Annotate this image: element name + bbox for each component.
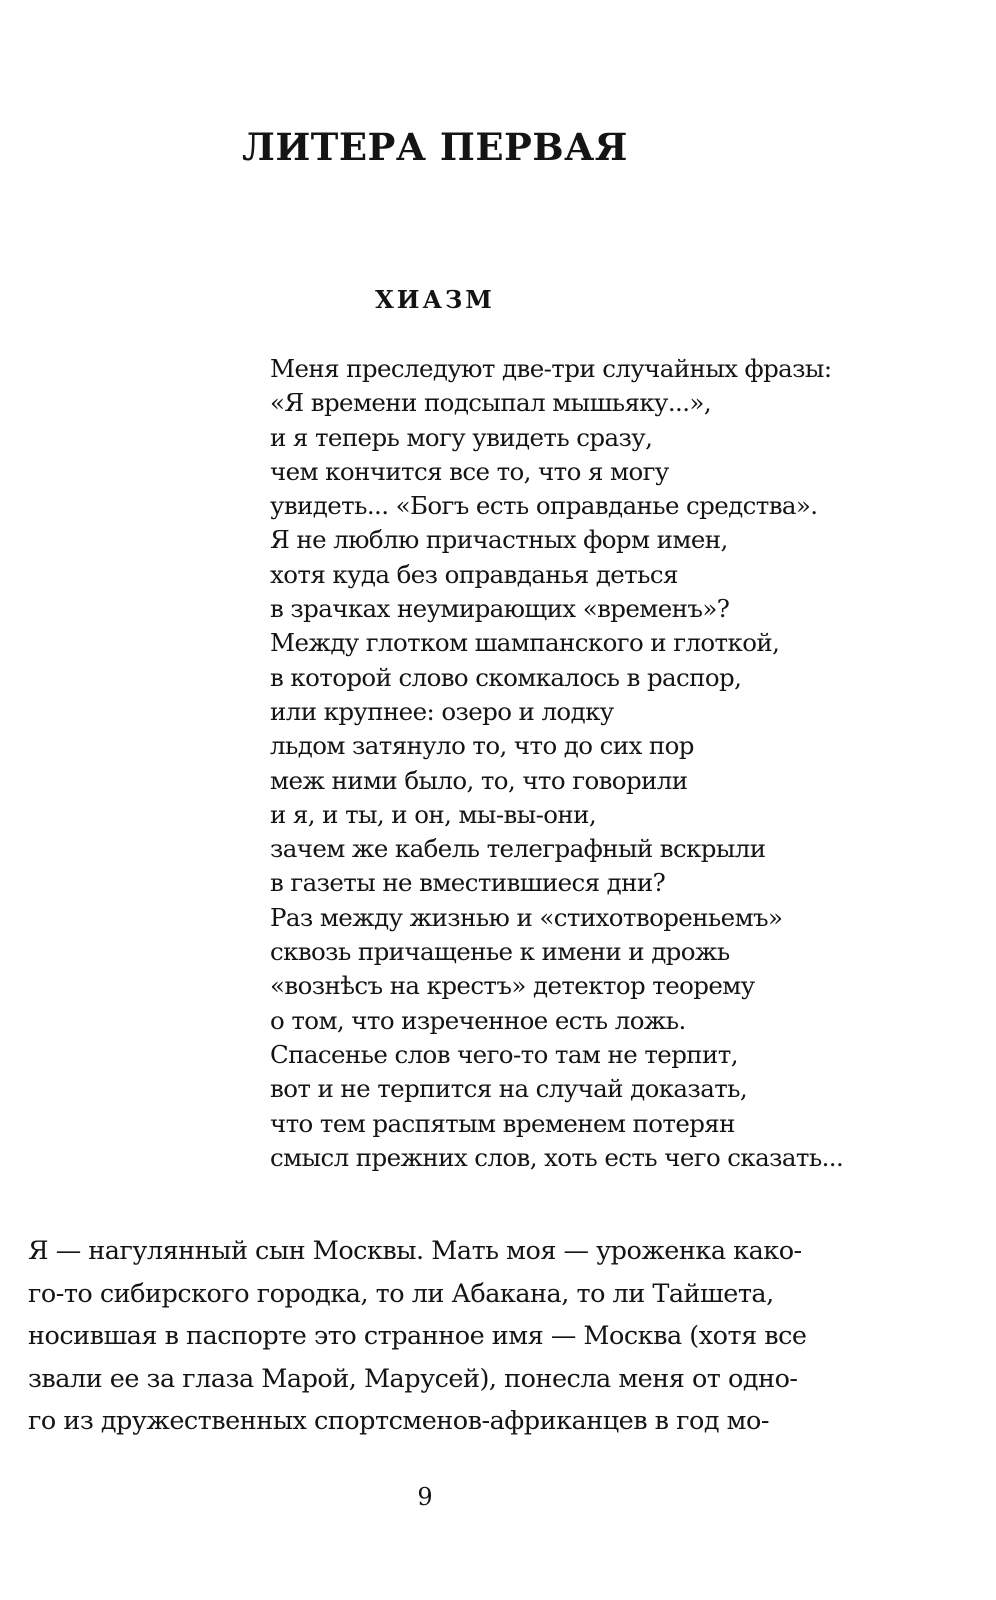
poem-line: что тем распятым временем потерян: [270, 1108, 735, 1138]
poem-line: хотя куда без оправданья деться: [270, 559, 678, 589]
prose-line: звали ее за глаза Марой, Марусей), понесла меня от одно-: [28, 1363, 798, 1394]
poem-line: и я, и ты, и он, мы-вы-они,: [270, 799, 597, 829]
poem-title: ХИАЗМ: [375, 285, 495, 314]
chapter-title: ЛИТЕРА ПЕРВАЯ: [242, 125, 628, 169]
poem-line: в которой слово скомкалось в распор,: [270, 662, 742, 692]
page-number: 9: [417, 1483, 433, 1511]
poem-line: Я не люблю причастных форм имен,: [270, 525, 728, 555]
poem-line: сквозь причащенье к имени и дрожь: [270, 937, 730, 967]
prose-paragraph: [28, 1230, 828, 1443]
poem-line: меж ними было, то, что говорили: [270, 765, 688, 795]
poem-line: о том, что изреченное есть ложь.: [270, 1005, 686, 1035]
poem-line: «Я времени подсыпал мышьяку...»,: [270, 388, 712, 418]
poem-line: зачем же кабель телеграфный вскрыли: [270, 834, 766, 864]
poem-line: «вознѣсъ на крестъ» детектор теорему: [270, 971, 755, 1001]
prose-line: носившая в паспорте это странное имя — Москва (хотя все: [28, 1321, 807, 1351]
poem-line: в зрачках неумирающих «временъ»?: [270, 594, 730, 624]
prose-line: го из дружественных спортсменов-африканцев в год мо-: [28, 1406, 769, 1436]
poem: [270, 352, 860, 1175]
poem-line: увидеть... «Богъ есть оправданье средства».: [270, 491, 818, 521]
prose-line: Я — нагулянный сын Москвы. Мать моя — уроженка како-: [28, 1236, 802, 1266]
prose-line: го-то сибирского городка, то ли Абакана, то ли Тайшета,: [28, 1278, 774, 1309]
poem-line: и я теперь могу увидеть сразу,: [270, 422, 653, 452]
poem-line: чем кончится все то, что я могу: [270, 456, 669, 486]
poem-line: льдом затянуло то, что до сих пор: [270, 731, 694, 761]
poem-line: Меня преследуют две-три случайных фразы:: [270, 354, 832, 383]
poem-line: в газеты не вместившиеся дни?: [270, 868, 666, 898]
poem-line: смысл прежних слов, хоть есть чего сказать...: [270, 1142, 844, 1172]
poem-line: или крупнее: озеро и лодку: [270, 696, 614, 726]
poem-line: Между глотком шампанского и глоткой,: [270, 628, 780, 658]
poem-line: Раз между жизнью и «стихотвореньемъ»: [270, 902, 783, 932]
poem-line: вот и не терпится на случай доказать,: [270, 1074, 748, 1104]
poem-line: Спасенье слов чего-то там не терпит,: [270, 1039, 738, 1069]
